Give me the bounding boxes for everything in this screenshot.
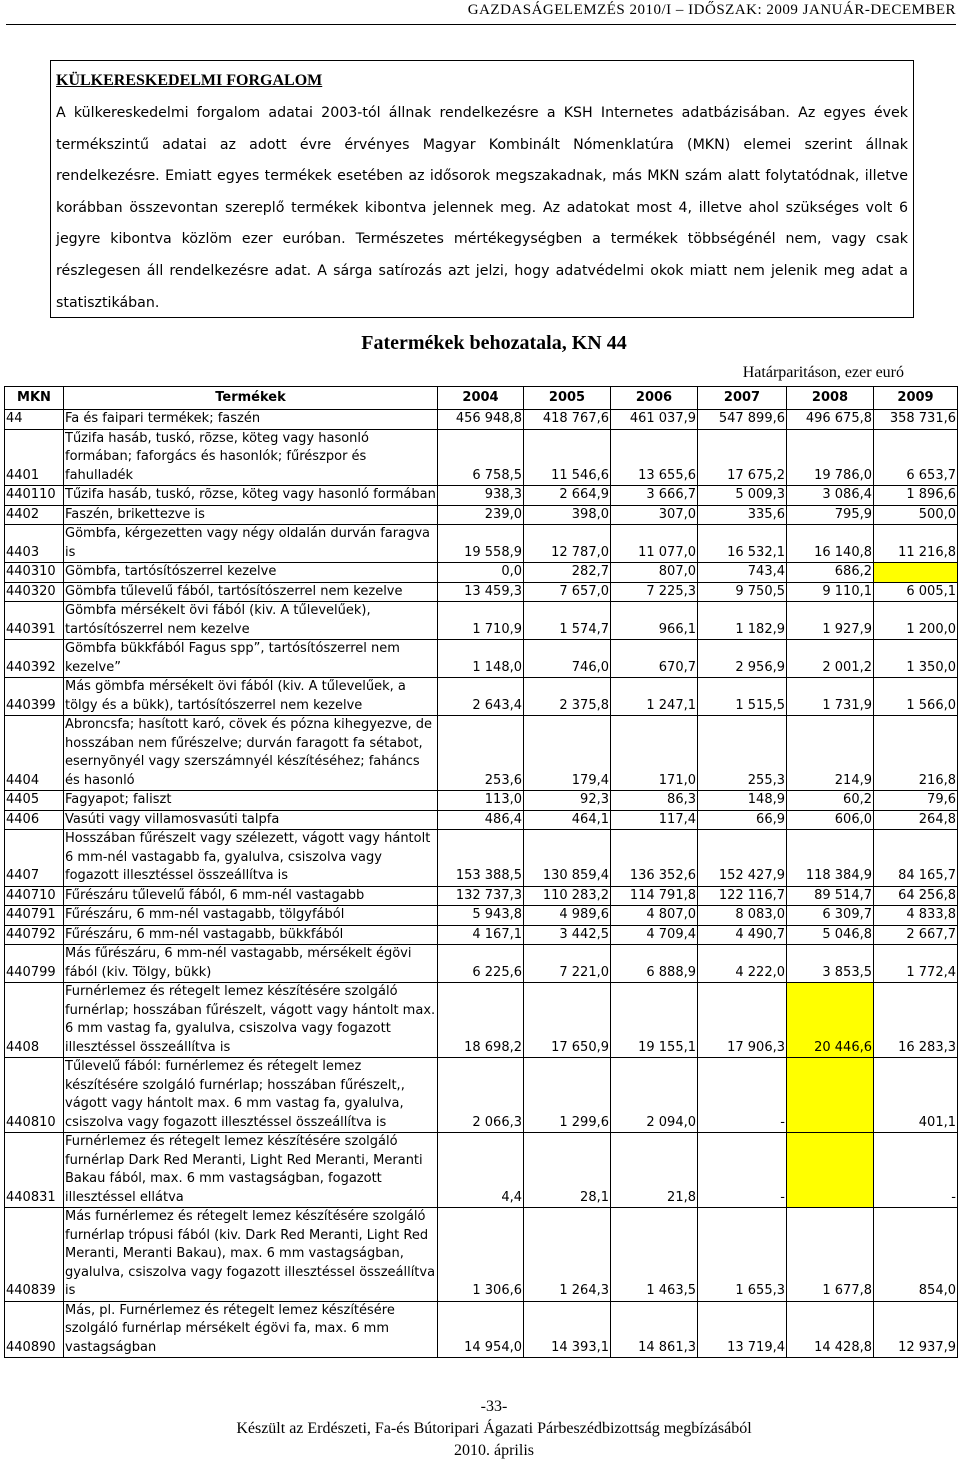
value-cell: 2 375,8 (524, 678, 611, 716)
value-cell: 84 165,7 (874, 830, 958, 887)
value-cell: 5 943,8 (438, 906, 524, 926)
value-cell: 14 428,8 (787, 1301, 874, 1358)
table-row (5, 486, 958, 506)
value-cell: 1 264,3 (524, 1208, 611, 1302)
mkn-code-cell: 440792 (5, 925, 64, 945)
value-cell: 110 283,2 (524, 886, 611, 906)
value-cell: 418 767,6 (524, 410, 611, 430)
product-cell: Vasúti vagy villamosvasúti talpfa (64, 810, 438, 830)
value-cell: - (698, 1058, 787, 1133)
footer-credit: Készült az Erdészeti, Fa-és Bútoripari Ágazati Párbeszédbizottság megbízásából (236, 1420, 752, 1437)
product-cell: Fűrészáru tűlevelű fából, 6 mm-nél vastagabb (64, 886, 438, 906)
table-row (5, 410, 958, 430)
mkn-code-cell: 4401 (5, 429, 64, 486)
value-cell: 16 532,1 (698, 525, 787, 563)
product-cell: Más fűrészáru, 6 mm-nél vastagabb, mérsékelt égövi fából (kiv. Tölgy, bükk) (64, 945, 438, 983)
value-cell: 2 066,3 (438, 1058, 524, 1133)
table-row (5, 1058, 958, 1133)
value-cell: 686,2 (787, 563, 874, 583)
value-cell: 64 256,8 (874, 886, 958, 906)
mkn-code-cell: 4406 (5, 810, 64, 830)
value-cell: 11 077,0 (611, 525, 698, 563)
table-row (5, 830, 958, 887)
value-cell: 114 791,8 (611, 886, 698, 906)
value-cell: 456 948,8 (438, 410, 524, 430)
product-cell: Tűzifa hasáb, tuskó, rõzse, köteg vagy hasonló formában (64, 486, 438, 506)
value-cell: 9 110,1 (787, 582, 874, 602)
value-cell: 1 350,0 (874, 640, 958, 678)
value-cell: 4 167,1 (438, 925, 524, 945)
value-cell: 14 861,3 (611, 1301, 698, 1358)
value-cell: 122 116,7 (698, 886, 787, 906)
mkn-code-cell: 440391 (5, 602, 64, 640)
value-cell: 1 655,3 (698, 1208, 787, 1302)
mkn-code-cell: 440839 (5, 1208, 64, 1302)
table-row (5, 925, 958, 945)
value-cell: 746,0 (524, 640, 611, 678)
value-cell: 264,8 (874, 810, 958, 830)
value-cell: 6 225,6 (438, 945, 524, 983)
column-header: 2008 (787, 387, 874, 410)
value-cell: 17 675,2 (698, 429, 787, 486)
value-cell: 282,7 (524, 563, 611, 583)
value-cell: 3 442,5 (524, 925, 611, 945)
value-cell: 17 650,9 (524, 983, 611, 1058)
value-cell: 89 514,7 (787, 886, 874, 906)
value-cell: 13 719,4 (698, 1301, 787, 1358)
value-cell: 4 833,8 (874, 906, 958, 926)
column-header: Termékek (64, 387, 438, 410)
mkn-code-cell: 4408 (5, 983, 64, 1058)
value-cell: 1 200,0 (874, 602, 958, 640)
value-cell: 214,9 (787, 716, 874, 791)
intro-heading: KÜLKERESKEDELMI FORGALOM (56, 72, 323, 89)
value-cell: 7 221,0 (524, 945, 611, 983)
value-cell: 19 155,1 (611, 983, 698, 1058)
value-cell: 216,8 (874, 716, 958, 791)
table-row (5, 716, 958, 791)
column-header: 2004 (438, 387, 524, 410)
value-cell: 6 309,7 (787, 906, 874, 926)
value-cell: 4,4 (438, 1133, 524, 1208)
value-cell: 14 393,1 (524, 1301, 611, 1358)
mkn-code-cell: 4404 (5, 716, 64, 791)
table-row (5, 429, 958, 486)
value-cell: - (698, 1133, 787, 1208)
value-cell: 66,9 (698, 810, 787, 830)
value-cell: 16 140,8 (787, 525, 874, 563)
value-cell: 1 710,9 (438, 602, 524, 640)
value-cell: 79,6 (874, 791, 958, 811)
value-cell: 16 283,3 (874, 983, 958, 1058)
value-cell: 118 384,9 (787, 830, 874, 887)
column-header: 2006 (611, 387, 698, 410)
value-cell: 4 709,4 (611, 925, 698, 945)
value-cell: 1 148,0 (438, 640, 524, 678)
value-cell: 152 427,9 (698, 830, 787, 887)
mkn-code-cell: 440890 (5, 1301, 64, 1358)
product-cell: Gömbfa bükkfából Fagus spp”, tartósítószerrel nem kezelve” (64, 640, 438, 678)
value-cell: 1 566,0 (874, 678, 958, 716)
page-number: -33- (480, 1398, 508, 1415)
column-header: 2009 (874, 387, 958, 410)
value-cell: 547 899,6 (698, 410, 787, 430)
value-cell (874, 563, 958, 583)
value-cell: 358 731,6 (874, 410, 958, 430)
mkn-code-cell: 440710 (5, 886, 64, 906)
product-cell: Gömbfa tűlevelű fából, tartósítószerrel nem kezelve (64, 582, 438, 602)
value-cell: 6 888,9 (611, 945, 698, 983)
value-cell: 28,1 (524, 1133, 611, 1208)
value-cell: 179,4 (524, 716, 611, 791)
value-cell: 486,4 (438, 810, 524, 830)
table-row (5, 1133, 958, 1208)
table-row (5, 791, 958, 811)
value-cell: 92,3 (524, 791, 611, 811)
value-cell: 2 643,4 (438, 678, 524, 716)
value-cell: 795,9 (787, 505, 874, 525)
table-row (5, 640, 958, 678)
value-cell: 13 655,6 (611, 429, 698, 486)
footer-date: 2010. április (454, 1442, 534, 1459)
value-cell: 117,4 (611, 810, 698, 830)
value-cell: 670,7 (611, 640, 698, 678)
value-cell: 464,1 (524, 810, 611, 830)
value-cell: 335,6 (698, 505, 787, 525)
value-cell: 132 737,3 (438, 886, 524, 906)
mkn-code-cell: 440791 (5, 906, 64, 926)
table-row (5, 678, 958, 716)
mkn-code-cell: 440110 (5, 486, 64, 506)
value-cell: 18 698,2 (438, 983, 524, 1058)
product-cell: Furnérlemez és rétegelt lemez készítésére szolgáló furnérlap Dark Red Meranti, Light Red Meranti, Meranti Bakau fából, max. 6 mm vastagságban, fogazott illesztéssel ellátva (64, 1133, 438, 1208)
table-row (5, 1301, 958, 1358)
table-row (5, 1208, 958, 1302)
column-header: 2007 (698, 387, 787, 410)
value-cell: 1 677,8 (787, 1208, 874, 1302)
value-cell: 2 667,7 (874, 925, 958, 945)
value-cell: 4 490,7 (698, 925, 787, 945)
value-cell: 130 859,4 (524, 830, 611, 887)
value-cell: 807,0 (611, 563, 698, 583)
column-header: 2005 (524, 387, 611, 410)
product-cell: Faszén, brikettezve is (64, 505, 438, 525)
table-row (5, 983, 958, 1058)
value-cell: 0,0 (438, 563, 524, 583)
value-cell: 1 463,5 (611, 1208, 698, 1302)
product-cell: Fűrészáru, 6 mm-nél vastagabb, tölgyfából (64, 906, 438, 926)
value-cell: 496 675,8 (787, 410, 874, 430)
value-cell: 2 664,9 (524, 486, 611, 506)
product-cell: Tűzifa hasáb, tuskó, rõzse, köteg vagy hasonló formában; faforgács és hasonlók; fűrészpor és fahulladék (64, 429, 438, 486)
mkn-code-cell: 440810 (5, 1058, 64, 1133)
value-cell: 3 666,7 (611, 486, 698, 506)
table-row (5, 945, 958, 983)
product-cell: Gömbfa, kérgezetten vagy négy oldalán durván faragva is (64, 525, 438, 563)
value-cell: 1 182,9 (698, 602, 787, 640)
value-cell: 11 216,8 (874, 525, 958, 563)
product-cell: Fagyapot; faliszt (64, 791, 438, 811)
value-cell: 136 352,6 (611, 830, 698, 887)
value-cell: 11 546,6 (524, 429, 611, 486)
value-cell: 14 954,0 (438, 1301, 524, 1358)
value-cell: 239,0 (438, 505, 524, 525)
table-header-row (5, 387, 958, 410)
value-cell: 4 222,0 (698, 945, 787, 983)
value-cell: 1 515,5 (698, 678, 787, 716)
value-cell: 1 731,9 (787, 678, 874, 716)
product-cell: Abroncsfa; hasított karó, cövek és pózna kihegyezve, de hosszában nem fűrészelve; durván faragott fa sétabot, esernyõnyél vagy szerszámnyél készítéséhez; faháncs és hasonló (64, 716, 438, 791)
product-cell: Más gömbfa mérsékelt övi fából (kiv. A tűlevelűek, a tölgy és a bükk), tartósítószerrel nem kezelve (64, 678, 438, 716)
mkn-code-cell: 4407 (5, 830, 64, 887)
value-cell: 4 989,6 (524, 906, 611, 926)
value-cell: 2 094,0 (611, 1058, 698, 1133)
value-cell: 1 896,6 (874, 486, 958, 506)
value-cell: 7 225,3 (611, 582, 698, 602)
mkn-code-cell: 440392 (5, 640, 64, 678)
value-cell: 854,0 (874, 1208, 958, 1302)
value-cell: 1 772,4 (874, 945, 958, 983)
table-row (5, 906, 958, 926)
value-cell: 171,0 (611, 716, 698, 791)
product-cell: Hosszában fűrészelt vagy szélezett, vágott vagy hántolt 6 mm-nél vastagabb fa, gyalulva, csiszolva vagy fogazott illesztéssel összeállítva is (64, 830, 438, 887)
mkn-code-cell: 440320 (5, 582, 64, 602)
product-cell: Tűlevelű fából: furnérlemez és rétegelt lemez készítésére szolgáló furnérlap; hosszában fűrészelt,, vágott vagy hántolt max. 6 mm vastag fa, gyalulva, csiszolva vagy fogazott illesztéssel összeállítva is (64, 1058, 438, 1133)
running-header: GAZDASÁGELEMZÉS 2010/I – IDŐSZAK: 2009 JANUÁR-DECEMBER (467, 2, 956, 18)
value-cell: 6 758,5 (438, 429, 524, 486)
value-cell: 606,0 (787, 810, 874, 830)
product-cell: Más, pl. Furnérlemez és rétegelt lemez készítésére szolgáló furnérlap mérsékelt égövi fa, max. 6 mm vastagságban (64, 1301, 438, 1358)
value-cell: 21,8 (611, 1133, 698, 1208)
value-cell: 153 388,5 (438, 830, 524, 887)
value-cell: 20 446,6 (787, 983, 874, 1058)
value-cell: 13 459,3 (438, 582, 524, 602)
table-row (5, 582, 958, 602)
table-row (5, 505, 958, 525)
header-rule (6, 24, 956, 25)
value-cell: 12 937,9 (874, 1301, 958, 1358)
value-cell: 1 299,6 (524, 1058, 611, 1133)
value-cell: 19 786,0 (787, 429, 874, 486)
table-row (5, 525, 958, 563)
value-cell: 8 083,0 (698, 906, 787, 926)
value-cell: 966,1 (611, 602, 698, 640)
table-subtitle: Határparitáson, ezer euró (742, 364, 904, 381)
value-cell: 86,3 (611, 791, 698, 811)
table-row (5, 810, 958, 830)
table-row (5, 886, 958, 906)
value-cell: 2 956,9 (698, 640, 787, 678)
mkn-code-cell: 4403 (5, 525, 64, 563)
value-cell: 500,0 (874, 505, 958, 525)
value-cell: 1 247,1 (611, 678, 698, 716)
value-cell: 4 807,0 (611, 906, 698, 926)
value-cell: 1 306,6 (438, 1208, 524, 1302)
value-cell: 12 787,0 (524, 525, 611, 563)
import-table (4, 386, 958, 1358)
product-cell: Más furnérlemez és rétegelt lemez készítésére szolgáló furnérlap trópusi fából (kiv. Dark Red Meranti, Light Red Meranti, Meranti Bakau), max. 6 mm vastagságban, gyalulva, csiszolva vagy fogazott illesztéssel összeállítva is (64, 1208, 438, 1302)
value-cell: 461 037,9 (611, 410, 698, 430)
value-cell: 19 558,9 (438, 525, 524, 563)
value-cell: 307,0 (611, 505, 698, 525)
table-row (5, 602, 958, 640)
value-cell: 7 657,0 (524, 582, 611, 602)
value-cell: 401,1 (874, 1058, 958, 1133)
value-cell: 253,6 (438, 716, 524, 791)
value-cell: 5 009,3 (698, 486, 787, 506)
value-cell: 148,9 (698, 791, 787, 811)
product-cell: Gömbfa mérsékelt övi fából (kiv. A tűlevelűek), tartósítószerrel nem kezelve (64, 602, 438, 640)
column-header: MKN (5, 387, 64, 410)
value-cell: 60,2 (787, 791, 874, 811)
value-cell: - (874, 1133, 958, 1208)
value-cell: 3 086,4 (787, 486, 874, 506)
mkn-code-cell: 4402 (5, 505, 64, 525)
value-cell: 2 001,2 (787, 640, 874, 678)
value-cell: 6 653,7 (874, 429, 958, 486)
mkn-code-cell: 440310 (5, 563, 64, 583)
value-cell: 1 574,7 (524, 602, 611, 640)
value-cell: 6 005,1 (874, 582, 958, 602)
mkn-code-cell: 4405 (5, 791, 64, 811)
value-cell: 1 927,9 (787, 602, 874, 640)
value-cell (787, 1133, 874, 1208)
mkn-code-cell: 440399 (5, 678, 64, 716)
value-cell: 9 750,5 (698, 582, 787, 602)
value-cell: 938,3 (438, 486, 524, 506)
table-title: Fatermékek behozatala, KN 44 (361, 332, 627, 354)
value-cell: 113,0 (438, 791, 524, 811)
value-cell: 743,4 (698, 563, 787, 583)
mkn-code-cell: 440799 (5, 945, 64, 983)
value-cell: 255,3 (698, 716, 787, 791)
mkn-code-cell: 440831 (5, 1133, 64, 1208)
mkn-code-cell: 44 (5, 410, 64, 430)
product-cell: Fa és faipari termékek; faszén (64, 410, 438, 430)
product-cell: Gömbfa, tartósítószerrel kezelve (64, 563, 438, 583)
value-cell: 17 906,3 (698, 983, 787, 1058)
value-cell (787, 1058, 874, 1133)
product-cell: Fűrészáru, 6 mm-nél vastagabb, bükkfából (64, 925, 438, 945)
table-row (5, 563, 958, 583)
product-cell: Furnérlemez és rétegelt lemez készítésére szolgáló furnérlap; hosszában fűrészelt, vágott vagy hántolt max. 6 mm vastag fa, gyalulva, csiszolva vagy fogazott illesztéssel összeállítva is (64, 983, 438, 1058)
value-cell: 5 046,8 (787, 925, 874, 945)
intro-text: A külkereskedelmi forgalom adatai 2003-tól állnak rendelkezésre a KSH Internetes adatbázisában. Az egyes évek termékszintű adatai az adott évre érvényes Magyar Kombinált Nómenklatúra (MKN) elemei szerint állnak rendelkezésre. Emiatt egyes termékek esetében az idősorok megszakadnak, más MKN szám alatt folytatódnak, illetve korábban összevontan szereplő termékek kibontva jelennek meg. Az adatokat most 4, illetve ahol szükséges volt 6 jegyre kibontva közlöm ezer euróban. Természetes mértékegységben a termékek többségénél nem, vagy csak részlegesen áll rendelkezésre adat. A sárga satírozás azt jelzi, hogy adatvédelmi okok miatt nem jelenik meg adat a statisztikában. (56, 105, 908, 311)
value-cell: 398,0 (524, 505, 611, 525)
value-cell: 3 853,5 (787, 945, 874, 983)
